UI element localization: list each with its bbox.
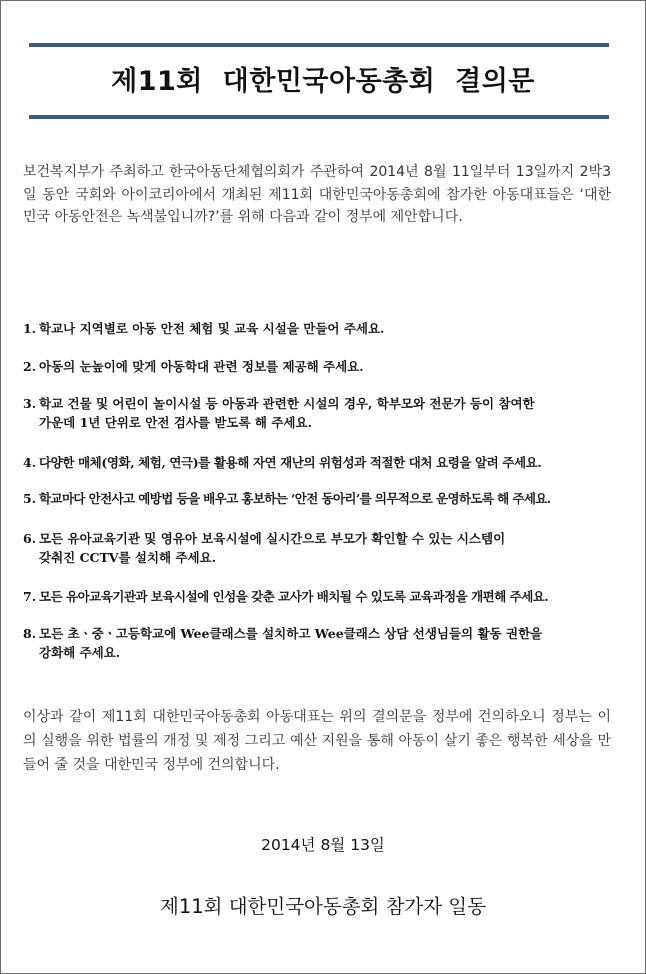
item-line: 학교나 지역별로 아동 안전 체험 및 교육 시설을 만들어 주세요. (39, 321, 385, 336)
item-text (39, 489, 619, 508)
item-line: 아동의 눈높이에 맞게 아동학대 관련 정보를 제공해 주세요. (39, 359, 364, 374)
item-text (39, 587, 619, 606)
intro-paragraph: 보건복지부가 주최하고 한국아동단체협의회가 주관하여 2014년 8월 11일부터 13일까지 2박3일 동안 국회와 아이코리아에서 개최된 제11회 대한민국아동총회에 참가한 아동대표들은 ‘대한민국 아동안전은 녹색불입니까?’를 위해 다음과 같이 정부에 제안합니다. (23, 164, 611, 225)
document-title: 제11회 대한민국아동총회 결의문 (111, 66, 535, 97)
item-line: 갖춰진 CCTV를 설치해 주세요. (39, 550, 217, 565)
item-line: 모든 유아교육기관 및 영유아 보육시설에 실시간으로 부모가 확인할 수 있는 시스템이 (39, 531, 506, 546)
list-item (23, 529, 619, 567)
list-item (23, 453, 619, 472)
item-number: 1. (23, 321, 37, 336)
item-line: 학교마다 안전사고 예방법 등을 배우고 홍보하는 ‘안전 동아리’를 의무적으로 운영하도록 해 주세요. (39, 491, 551, 506)
item-line: 모든 초ㆍ중ㆍ고등학교에 Wee클래스를 설치하고 Wee클래스 상담 선생님들의 활동 권한을 (39, 626, 543, 641)
item-number: 7. (23, 589, 37, 604)
document-date: 2014년 8월 13일 (261, 836, 385, 854)
list-item (23, 319, 619, 338)
item-line: 가운데 1년 단위로 안전 검사를 받도록 해 주세요. (39, 415, 312, 430)
list-item (23, 394, 619, 432)
item-line: 다양한 매체(영화, 체험, 연극)를 활용해 자연 재난의 위험성과 적절한 대처 요령을 알려 주세요. (39, 455, 542, 470)
item-text (39, 529, 619, 567)
title-bottom-rule (29, 115, 609, 119)
list-item (23, 587, 619, 606)
title-top-rule (29, 43, 609, 47)
signer-line: 제11회 대한민국아동총회 참가자 일동 (160, 895, 486, 918)
item-text (39, 394, 619, 432)
item-line: 모든 유아교육기관과 보육시설에 인성을 갖춘 교사가 배치될 수 있도록 교육과정을 개편해 주세요. (39, 589, 549, 604)
item-text (39, 453, 619, 472)
list-item (23, 489, 619, 508)
item-text (39, 319, 619, 338)
item-line: 강화해 주세요. (39, 645, 121, 660)
item-number: 8. (23, 626, 37, 641)
closing-paragraph: 이상과 같이 제11회 대한민국아동총회 아동대표는 위의 결의문을 정부에 건의하오니 정부는 이의 실행을 위한 법률의 개정 및 제정 그리고 예산 지원을 통해 아동이 살기 좋은 행복한 세상을 만들어 줄 것을 대한민국 정부에 건의합니다. (23, 709, 611, 773)
item-number: 3. (23, 396, 37, 411)
list-item (23, 624, 619, 662)
item-number: 2. (23, 359, 37, 374)
item-number: 4. (23, 455, 37, 470)
item-number: 5. (23, 491, 37, 506)
item-number: 6. (23, 531, 37, 546)
item-text (39, 624, 619, 662)
list-item (23, 357, 619, 376)
item-line: 학교 건물 및 어린이 놀이시설 등 아동과 관련한 시설의 경우, 학부모와 전문가 등이 참여한 (39, 396, 535, 411)
item-text (39, 357, 619, 376)
